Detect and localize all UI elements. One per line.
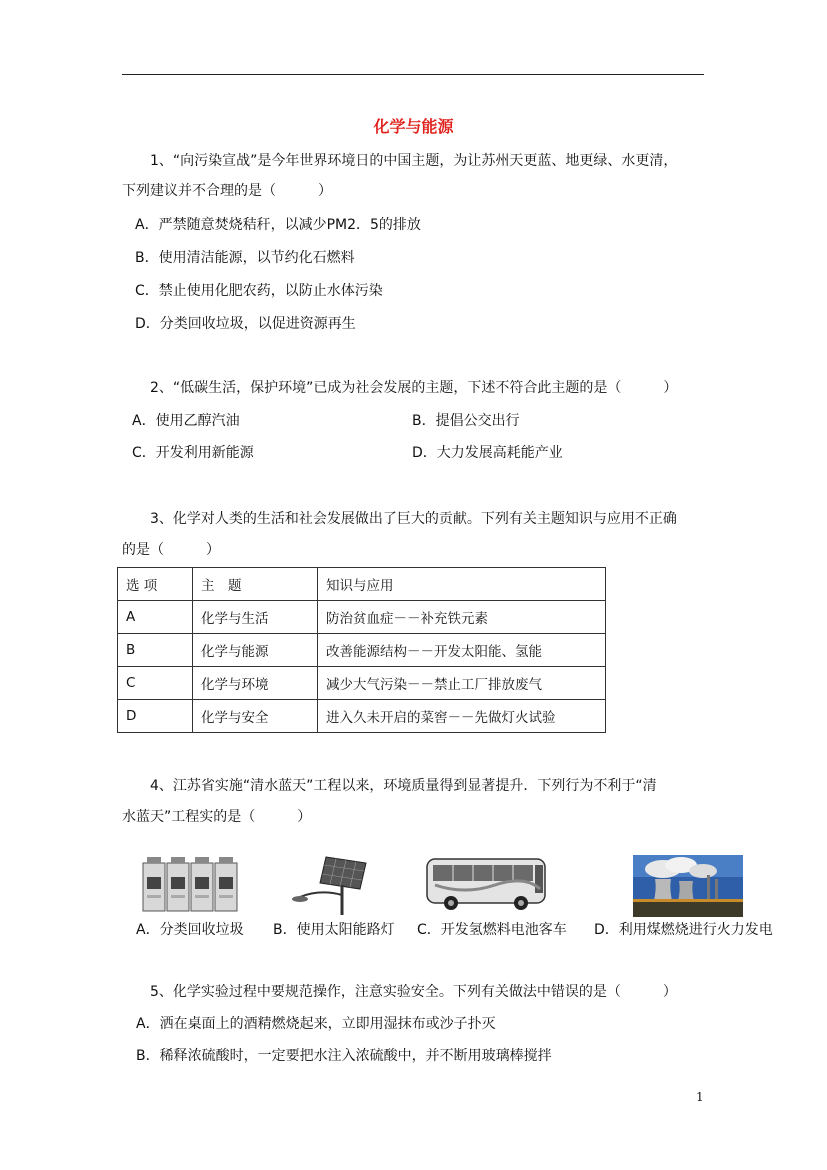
coal-power-plant-image [633, 855, 743, 917]
q4-option-a: A．分类回收垃圾 [136, 922, 244, 938]
table-header-cell: 选 项 [118, 568, 193, 601]
q4-stem-line1: 4、江苏省实施“清水蓝天”工程以来，环境质量得到显著提升．下列行为不利于“清 [150, 778, 657, 794]
page-number: 1 [696, 1090, 704, 1104]
q4-stem-line2: 水蓝天”工程实的是（ ） [122, 809, 312, 825]
q1-option-d: D．分类回收垃圾，以促进资源再生 [135, 316, 356, 332]
table-cell: 进入久未开启的菜窖－－先做灯火试验 [318, 700, 606, 733]
q1-option-a: A．严禁随意焚烧秸秆，以减少PM2．5的排放 [135, 217, 421, 233]
table-cell: C [118, 667, 193, 700]
q2-option-c: C．开发利用新能源 [132, 445, 254, 461]
table-cell: 化学与环境 [193, 667, 318, 700]
table-header-cell: 知识与应用 [318, 568, 606, 601]
table-cell: 化学与安全 [193, 700, 318, 733]
table-header-cell: 主 题 [193, 568, 318, 601]
table-cell: A [118, 601, 193, 634]
q5-stem: 5、化学实验过程中要规范操作，注意实验安全。下列有关做法中错误的是（ ） [150, 984, 677, 1000]
q2-stem: 2、“低碳生活，保护环境”已成为社会发展的主题，下述不符合此主题的是（ ） [150, 380, 678, 396]
table-cell: 化学与生活 [193, 601, 318, 634]
q2-option-a: A．使用乙醇汽油 [132, 413, 240, 429]
q5-option-b: B．稀释浓硫酸时，一定要把水注入浓硫酸中，并不断用玻璃棒搅拌 [136, 1048, 552, 1064]
q3-table [117, 567, 606, 733]
header-rule [122, 74, 704, 75]
table-cell: D [118, 700, 193, 733]
q1-option-b: B．使用清洁能源，以节约化石燃料 [135, 250, 355, 266]
table-cell: 防治贫血症－－补充铁元素 [318, 601, 606, 634]
q3-stem-line2: 的是（ ） [122, 542, 220, 558]
table-header-row [118, 568, 606, 601]
q3-stem-line1: 3、化学对人类的生活和社会发展做出了巨大的贡献。下列有关主题知识与应用不正确 [150, 511, 677, 527]
recycling-bins-image [140, 855, 240, 915]
table-cell: 减少大气污染－－禁止工厂排放废气 [318, 667, 606, 700]
hydrogen-bus-image [425, 855, 550, 915]
table-row [118, 700, 606, 733]
q2-option-d: D．大力发展高耗能产业 [412, 445, 563, 461]
table-cell: 化学与能源 [193, 634, 318, 667]
q2-option-b: B．提倡公交出行 [412, 413, 520, 429]
table-row [118, 667, 606, 700]
q4-option-b: B．使用太阳能路灯 [273, 922, 395, 938]
q4-option-c: C．开发氢燃料电池客车 [417, 922, 567, 938]
q4-option-d: D．利用煤燃烧进行火力发电 [594, 922, 773, 938]
q1-stem-line2: 下列建议并不合理的是（ ） [122, 183, 332, 199]
page-title: 化学与能源 [373, 117, 454, 136]
table-row [118, 634, 606, 667]
table-cell: B [118, 634, 193, 667]
q1-option-c: C．禁止使用化肥农药，以防止水体污染 [135, 283, 383, 299]
q1-stem-line1: 1、“向污染宣战”是今年世界环境日的中国主题，为让苏州天更蓝、地更绿、水更清， [150, 153, 678, 169]
q5-option-a: A．洒在桌面上的酒精燃烧起来，立即用湿抹布或沙子扑灭 [136, 1016, 496, 1032]
solar-streetlamp-image [290, 855, 370, 915]
table-row [118, 601, 606, 634]
table-cell: 改善能源结构－－开发太阳能、氢能 [318, 634, 606, 667]
